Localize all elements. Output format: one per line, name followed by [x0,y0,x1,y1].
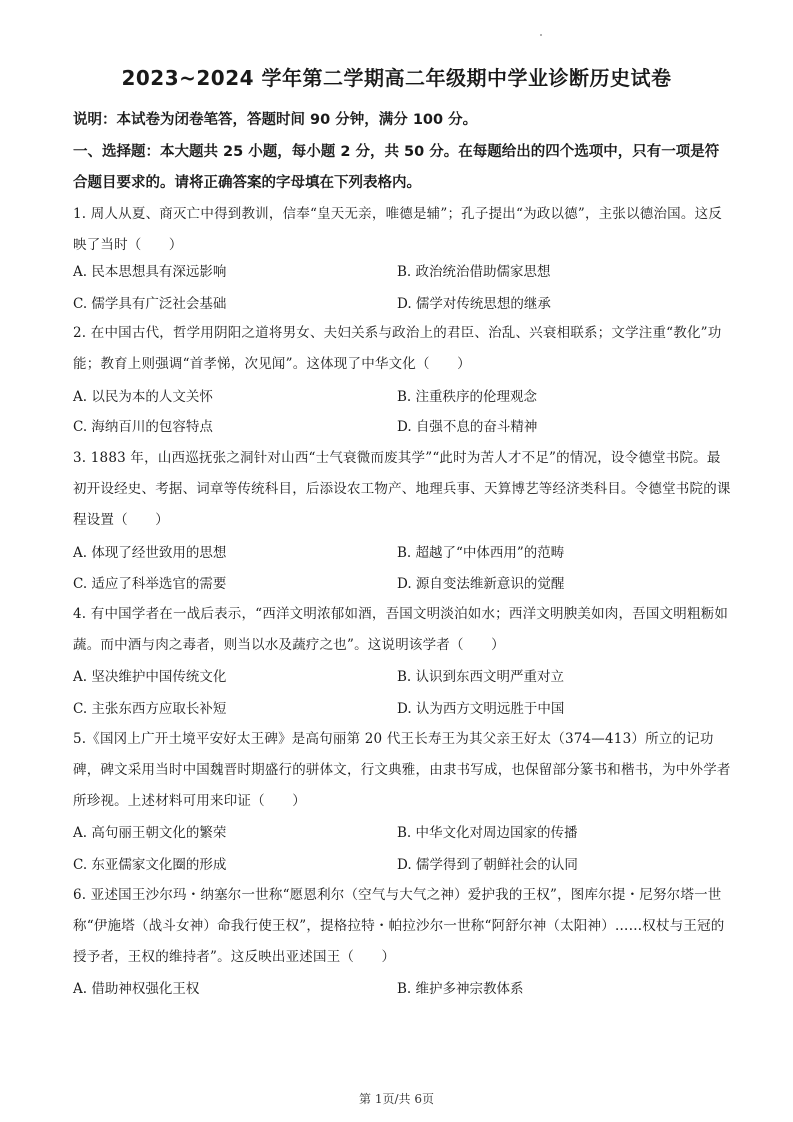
question-6-stem: 6. 亚述国王沙尔玛・纳塞尔一世称“愿恩利尔（空气与大气之神）爱护我的王权”，图库尔提・尼努尔塔一世称“伊施塔（战斗女神）命我行使王权”，提格拉特・帕拉沙尔一世称“阿舒尔神（太阳神）……权杖与王冠的授予者，王权的维持者”。这反映出亚述国王（ ） [73,887,725,965]
question-4-stem: 4. 有中国学者在一战后表示，“西洋文明浓郁如酒，吾国文明淡泊如水；西洋文明腴美如肉，吾国文明粗粝如蔬。而中酒与肉之毒者，则当以水及蔬疗之也”。这说明该学者（ ） [73,606,729,653]
question-5-option-b[interactable]: B. 中华文化对周边国家的传播 [397,825,578,841]
question-4-option-d[interactable]: D. 认为西方文明远胜于中国 [397,701,565,717]
exam-title: 2023~2024 学年第二学期高二年级期中学业诊断历史试卷 [121,66,672,90]
exam-instructions: 说明：本试卷为闭卷笔答，答题时间 90 分钟，满分 100 分。 [73,112,478,128]
question-3-stem: 3. 1883 年，山西巡抚张之洞针对山西“士气衰微而废其学”“此时为苦人才不足”的情况，设令德堂书院。最初开设经史、考据、词章等传统科目，后添设农工物产、地理兵事、天算博艺等经济类科目。令德堂书院的课程设置（ ） [73,450,731,528]
question-1-option-a[interactable]: A. 民本思想具有深远影响 [73,264,227,280]
section-heading: 一、选择题：本大题共 25 小题，每小题 2 分，共 50 分。在每题给出的四个选项中，只有一项是符合题目要求的。请将正确答案的字母填在下列表格内。 [73,144,720,191]
question-2-stem: 2. 在中国古代，哲学用阴阳之道将男女、夫妇关系与政治上的君臣、治乱、兴衰相联系；文学注重“教化”功能；教育上则强调“首孝悌，次见闻”。这体现了中华文化（ ） [73,325,722,372]
question-2-option-a[interactable]: A. 以民为本的人文关怀 [73,389,213,405]
question-4-option-b[interactable]: B. 认识到东西文明严重对立 [397,669,565,685]
question-4-option-a[interactable]: A. 坚决维护中国传统文化 [73,669,227,685]
scan-dot [540,34,542,36]
question-2-option-b[interactable]: B. 注重秩序的伦理观念 [397,389,538,405]
question-3-option-a[interactable]: A. 体现了经世致用的思想 [73,545,227,561]
question-5-stem: 5.《国冈上广开土境平安好太王碑》是高句丽第 20 代王长寿王为其父亲王好太（374—413）所立的记功碑，碑文采用当时中国魏晋时期盛行的骈体文，行文典雅，由隶书写成，也保留部分篆书和楷书，为中外学者所珍视。上述材料可用来印证（ ） [73,731,731,809]
question-1-stem: 1. 周人从夏、商灭亡中得到教训，信奉“皇天无亲，唯德是辅”；孔子提出“为政以德”，主张以德治国。这反映了当时（ ） [73,206,722,253]
page-number: 第 1页/共 6页 [359,1092,434,1106]
question-1-option-d[interactable]: D. 儒学对传统思想的继承 [397,296,551,312]
question-3-option-d[interactable]: D. 源自变法维新意识的觉醒 [397,576,565,592]
question-5-option-c[interactable]: C. 东亚儒家文化圈的形成 [73,857,227,873]
question-3-option-c[interactable]: C. 适应了科举选官的需要 [73,576,227,592]
question-2-option-d[interactable]: D. 自强不息的奋斗精神 [397,419,538,435]
question-4-option-c[interactable]: C. 主张东西方应取长补短 [73,701,227,717]
question-1-option-b[interactable]: B. 政治统治借助儒家思想 [397,264,551,280]
question-6-option-a[interactable]: A. 借助神权强化王权 [73,981,200,997]
question-5-option-a[interactable]: A. 高句丽王朝文化的繁荣 [73,825,227,841]
question-6-option-b[interactable]: B. 维护多神宗教体系 [397,981,524,997]
question-3-option-b[interactable]: B. 超越了“中体西用”的范畴 [397,545,565,561]
question-5-option-d[interactable]: D. 儒学得到了朝鲜社会的认同 [397,857,578,873]
question-1-option-c[interactable]: C. 儒学具有广泛社会基础 [73,296,227,312]
question-2-option-c[interactable]: C. 海纳百川的包容特点 [73,419,213,435]
